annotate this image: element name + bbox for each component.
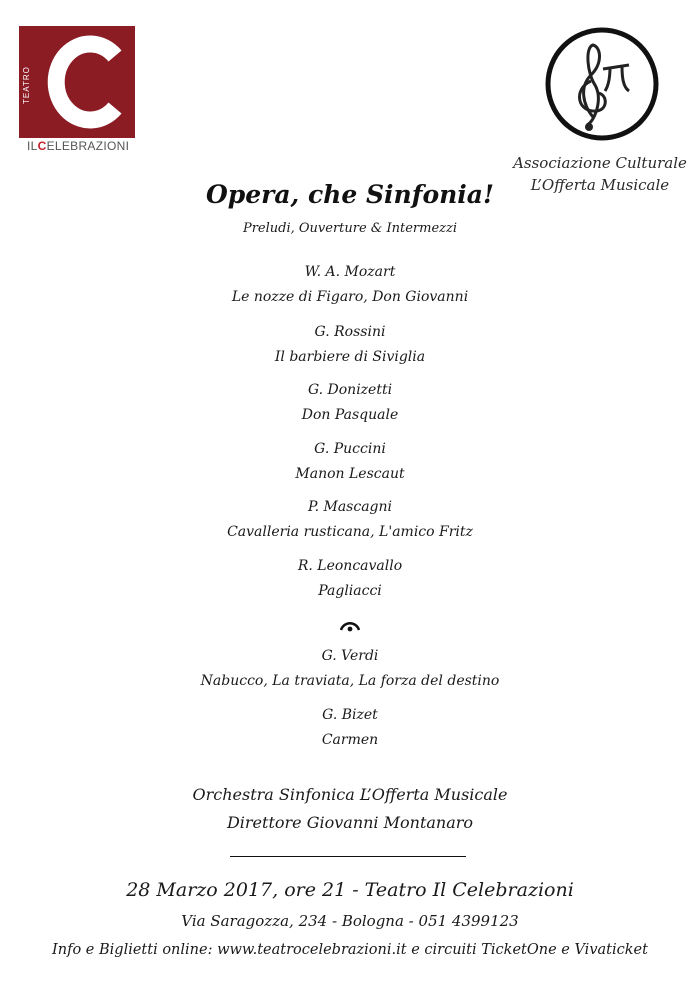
works-list: Le nozze di Figaro, Don Giovanni [231, 289, 469, 305]
page-subtitle: Preludi, Ouverture & Intermezzi [242, 221, 458, 236]
works-list: Pagliacci [318, 583, 382, 599]
program-item [0, 320, 700, 370]
orchestra-name: Orchestra Sinfonica L’Offerta Musicale [192, 785, 508, 804]
works-list: Il barbiere di Siviglia [274, 349, 426, 365]
works-list: Manon Lescaut [295, 466, 405, 482]
program-item [0, 703, 700, 753]
program-item [0, 554, 700, 604]
teatro-vertical-label: TEATRO [22, 66, 31, 104]
works-list: Don Pasquale [301, 407, 399, 423]
composer-name: W. A. Mozart [304, 264, 396, 280]
works-list: Nabucco, La traviata, La forza del destino [200, 673, 500, 689]
fermata-icon [338, 615, 362, 637]
page-title: Opera, che Sinfonia! [206, 180, 494, 209]
composer-name: P. Mascagni [308, 499, 392, 515]
teatro-logo [19, 26, 139, 156]
program-item [0, 378, 700, 428]
ticket-info: Info e Biglietti online: www.teatrocelebrazioni.it e circuiti TicketOne e Vivaticket [52, 942, 648, 958]
director-name: Direttore Giovanni Montanaro [226, 813, 474, 832]
association-name: Associazione Culturale L’Offerta Musicale [513, 154, 687, 194]
teatro-logo-mark [19, 26, 135, 138]
composer-name: R. Leoncavallo [297, 558, 403, 574]
composer-name: G. Donizetti [307, 382, 393, 398]
credits [0, 781, 700, 837]
separator-line [230, 856, 466, 857]
works-list: Cavalleria rusticana, L'amico Fritz [227, 524, 473, 540]
letter-c-icon [19, 26, 135, 138]
composer-name: G. Puccini [314, 441, 386, 457]
composer-name: G. Bizet [322, 707, 378, 723]
works-list: Carmen [321, 732, 379, 748]
composer-name: G. Rossini [314, 324, 386, 340]
program-item [0, 437, 700, 487]
treble-clef-pi-icon [543, 25, 661, 143]
program-item [0, 260, 700, 310]
venue-address: Via Saragozza, 234 - Bologna - 051 4399123 [181, 912, 519, 930]
program-item [0, 644, 700, 694]
association-emblem [543, 25, 661, 143]
program-item [0, 495, 700, 545]
composer-name: G. Verdi [321, 648, 379, 664]
teatro-logo-name: ILCELEBRAZIONI [27, 139, 130, 153]
event-date-venue: 28 Marzo 2017, ore 21 - Teatro Il Celebrazioni [126, 879, 574, 901]
